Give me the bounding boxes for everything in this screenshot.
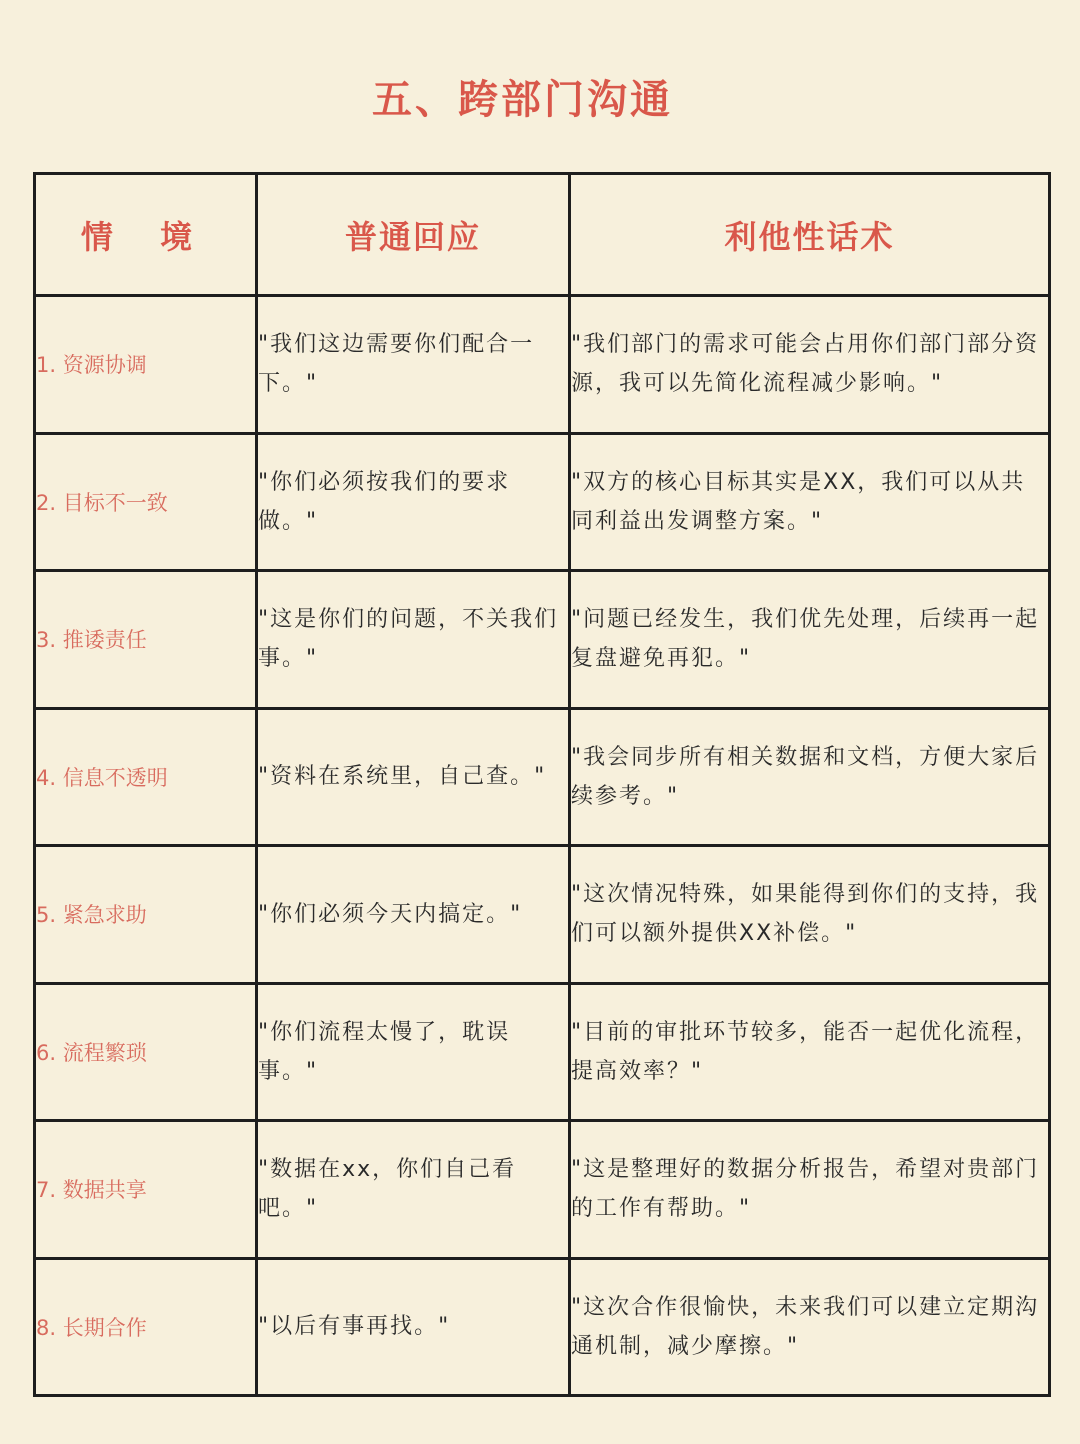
table-row bbox=[35, 983, 1050, 1121]
altruistic-phrasing-cell: "这次合作很愉快，未来我们可以建立定期沟通机制，减少摩擦。" bbox=[570, 1258, 1050, 1396]
situation-cell: 6. 流程繁琐 bbox=[35, 983, 257, 1121]
normal-response-cell: "你们必须按我们的要求做。" bbox=[257, 433, 570, 571]
table-row bbox=[35, 708, 1050, 846]
altruistic-phrasing-cell: "问题已经发生，我们优先处理，后续再一起复盘避免再犯。" bbox=[570, 571, 1050, 709]
communication-table bbox=[33, 172, 1051, 1397]
normal-response-cell: "我们这边需要你们配合一下。" bbox=[257, 296, 570, 434]
altruistic-phrasing-cell: "我们部门的需求可能会占用你们部门部分资源，我可以先简化流程减少影响。" bbox=[570, 296, 1050, 434]
header-altruistic-phrasing: 利他性话术 bbox=[570, 174, 1050, 296]
table-row bbox=[35, 433, 1050, 571]
altruistic-phrasing-cell: "我会同步所有相关数据和文档，方便大家后续参考。" bbox=[570, 708, 1050, 846]
normal-response-cell: "数据在xx，你们自己看吧。" bbox=[257, 1121, 570, 1259]
table-row bbox=[35, 1258, 1050, 1396]
situation-cell: 4. 信息不透明 bbox=[35, 708, 257, 846]
table-row bbox=[35, 571, 1050, 709]
situation-cell: 5. 紧急求助 bbox=[35, 846, 257, 984]
altruistic-phrasing-cell: "这是整理好的数据分析报告，希望对贵部门的工作有帮助。" bbox=[570, 1121, 1050, 1259]
situation-cell: 2. 目标不一致 bbox=[35, 433, 257, 571]
page-title: 五、跨部门沟通 bbox=[372, 77, 673, 123]
normal-response-cell: "资料在系统里，自己查。" bbox=[257, 708, 570, 846]
situation-cell: 3. 推诿责任 bbox=[35, 571, 257, 709]
header-normal-response: 普通回应 bbox=[257, 174, 570, 296]
altruistic-phrasing-cell: "目前的审批环节较多，能否一起优化流程，提高效率？" bbox=[570, 983, 1050, 1121]
table-row bbox=[35, 1121, 1050, 1259]
altruistic-phrasing-cell: "双方的核心目标其实是XX，我们可以从共同利益出发调整方案。" bbox=[570, 433, 1050, 571]
situation-cell: 1. 资源协调 bbox=[35, 296, 257, 434]
situation-cell: 8. 长期合作 bbox=[35, 1258, 257, 1396]
normal-response-cell: "你们必须今天内搞定。" bbox=[257, 846, 570, 984]
altruistic-phrasing-cell: "这次情况特殊，如果能得到你们的支持，我们可以额外提供XX补偿。" bbox=[570, 846, 1050, 984]
normal-response-cell: "以后有事再找。" bbox=[257, 1258, 570, 1396]
table-header-row bbox=[35, 174, 1050, 296]
header-situation: 情 境 bbox=[35, 174, 257, 296]
normal-response-cell: "这是你们的问题，不关我们事。" bbox=[257, 571, 570, 709]
table-row bbox=[35, 296, 1050, 434]
normal-response-cell: "你们流程太慢了，耽误事。" bbox=[257, 983, 570, 1121]
table-row bbox=[35, 846, 1050, 984]
situation-cell: 7. 数据共享 bbox=[35, 1121, 257, 1259]
